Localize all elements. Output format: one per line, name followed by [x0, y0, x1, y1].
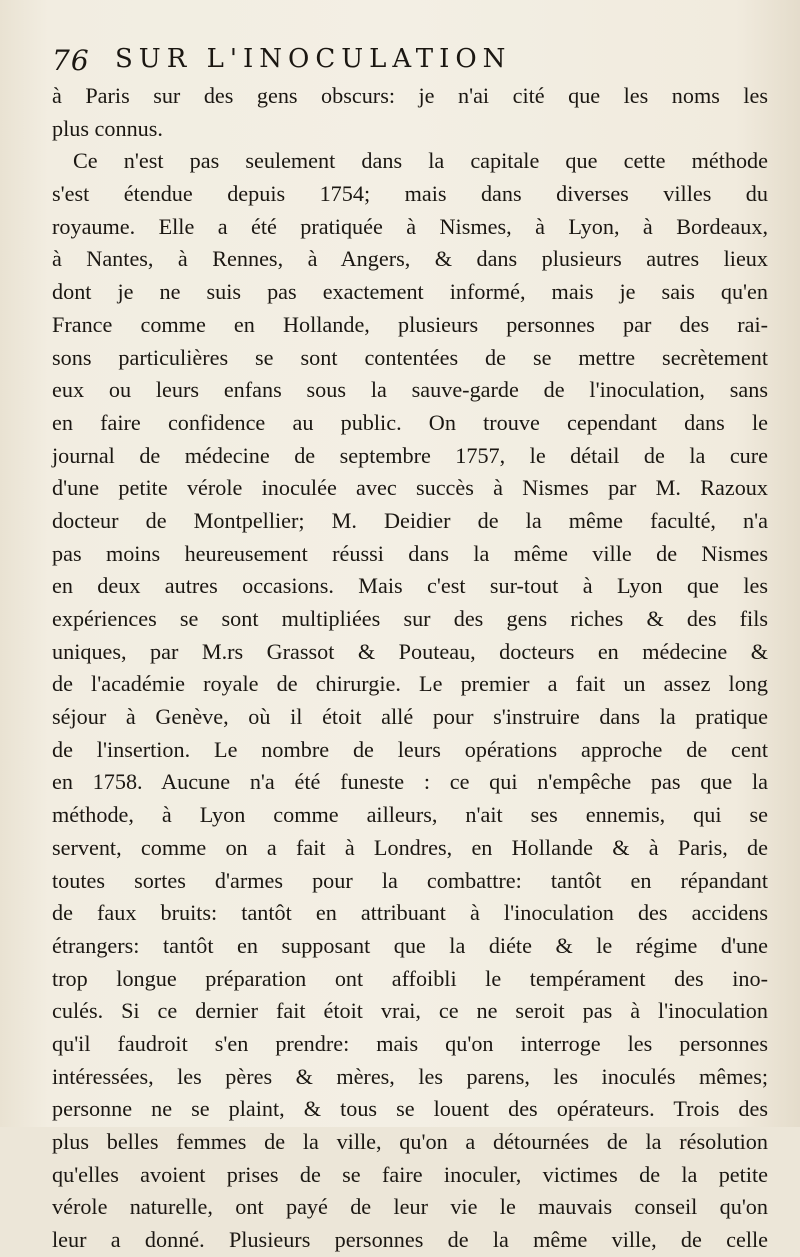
running-head: SUR L'INOCULATION: [115, 44, 512, 74]
text-line: méthode, à Lyon comme ailleurs, n'ait ses ennemis, qui se: [52, 802, 768, 828]
text-line: en deux autres occasions. Mais c'est sur-tout à Lyon que les: [52, 573, 768, 599]
text-line: de l'insertion. Le nombre de leurs opérations approche de cent: [52, 736, 768, 762]
text-line: à Nantes, à Rennes, à Angers, & dans plusieurs autres lieux: [52, 246, 768, 272]
body-text: [52, 80, 768, 1257]
text-line: trop longue préparation ont affoibli le tempérament des ino-: [52, 965, 768, 991]
text-line: plus connus.: [52, 115, 163, 141]
text-line: qu'il faudroit s'en prendre: mais qu'on interroge les personnes: [52, 1030, 768, 1056]
text-line: journal de médecine de septembre 1757, le détail de la cure: [52, 442, 768, 468]
page-number: 76: [52, 44, 90, 77]
text-line: Ce n'est pas seulement dans la capitale que cette méthode: [73, 148, 768, 174]
text-line: d'une petite vérole inoculée avec succès à Nismes par M. Razoux: [52, 475, 768, 501]
text-line: uniques, par M.rs Grassot & Pouteau, docteurs en médecine &: [52, 638, 768, 664]
text-line: de faux bruits: tantôt en attribuant à l'inoculation des accidens: [52, 900, 768, 926]
text-line: intéressées, les pères & mères, les parens, les inoculés mêmes;: [52, 1063, 768, 1089]
text-line: étrangers: tantôt en supposant que la diéte & le régime d'une: [52, 932, 768, 958]
text-line: dont je ne suis pas exactement informé, mais je sais qu'en: [52, 279, 768, 305]
text-line: expériences se sont multipliées sur des gens riches & des fils: [52, 606, 768, 631]
text-line: servent, comme on a fait à Londres, en Hollande & à Paris, de: [52, 834, 768, 860]
text-line: toutes sortes d'armes pour la combattre: tantôt en répandant: [52, 867, 768, 893]
page-header: [52, 44, 752, 80]
text-line: à Paris sur des gens obscurs: je n'ai cité que les noms les: [52, 83, 768, 108]
text-line: vérole naturelle, ont payé de leur vie le mauvais conseil qu'on: [52, 1194, 768, 1220]
text-line: en 1758. Aucune n'a été funeste : ce qui n'empêche pas que la: [52, 769, 768, 795]
text-line: culés. Si ce dernier fait étoit vrai, ce ne seroit pas à l'inoculation: [52, 998, 768, 1024]
text-line: royaume. Elle a été pratiquée à Nismes, à Lyon, à Bordeaux,: [52, 213, 768, 239]
text-line: docteur de Montpellier; M. Deidier de la même faculté, n'a: [52, 507, 768, 533]
text-line: plus belles femmes de la ville, qu'on a détournées de la résolution: [52, 1129, 768, 1154]
text-line: sons particulières se sont contentées de se mettre secrètement: [52, 344, 768, 370]
text-line: leur a donné. Plusieurs personnes de la même ville, de celle: [52, 1227, 768, 1253]
text-line: qu'elles avoient prises de se faire inoculer, victimes de la petite: [52, 1161, 768, 1187]
text-line: personne ne se plaint, & tous se louent des opérateurs. Trois des: [52, 1096, 768, 1122]
text-line: en faire confidence au public. On trouve cependant dans le: [52, 409, 768, 435]
text-line: s'est étendue depuis 1754; mais dans diverses villes du: [52, 181, 768, 207]
text-line: séjour à Genève, où il étoit allé pour s'instruire dans la pratique: [52, 704, 768, 730]
text-line: eux ou leurs enfans sous la sauve-garde de l'inoculation, sans: [52, 377, 768, 403]
text-line: pas moins heureusement réussi dans la même ville de Nismes: [52, 540, 768, 566]
text-line: France comme en Hollande, plusieurs personnes par des rai-: [52, 311, 768, 337]
text-line: de l'académie royale de chirurgie. Le premier a fait un assez long: [52, 671, 768, 697]
